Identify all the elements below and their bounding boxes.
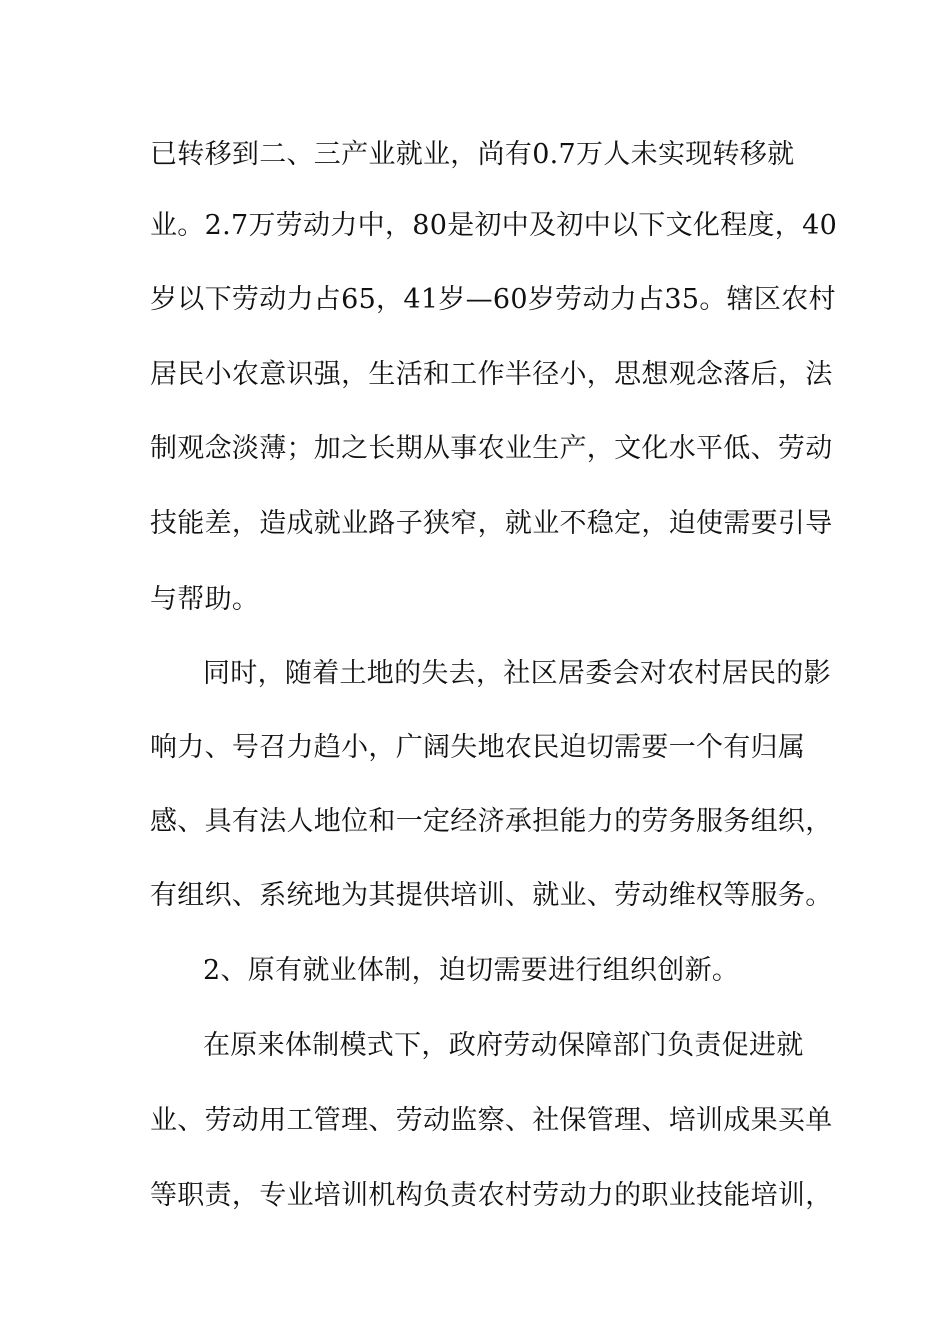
body-text-line: 居民小农意识强，生活和工作半径小，思想观念落后，法 [150, 359, 833, 390]
section-heading: 2、原有就业体制，迫切需要进行组织创新。 [203, 955, 740, 986]
paragraph-first-line: 在原来体制模式下，政府劳动保障部门负责促进就 [203, 1030, 804, 1061]
body-text-line: 技能差，造成就业路子狭窄，就业不稳定，迫使需要引导 [150, 508, 833, 539]
body-text-line: 制观念淡薄；加之长期从事农业生产，文化水平低、劳动 [150, 433, 833, 464]
body-text-line: 等职责，专业培训机构负责农村劳动力的职业技能培训， [150, 1180, 833, 1211]
body-text-line: 响力、号召力趋小，广阔失地农民迫切需要一个有归属 [150, 732, 806, 763]
paragraph-first-line: 同时，随着土地的失去，社区居委会对农村居民的影 [203, 658, 831, 689]
body-text-line: 有组织、系统地为其提供培训、就业、劳动维权等服务。 [150, 880, 833, 911]
body-text-line: 业、劳动用工管理、劳动监察、社保管理、培训成果买单 [150, 1105, 833, 1136]
body-text-line: 已转移到二、三产业就业，尚有0.7万人未实现转移就 [150, 139, 795, 170]
body-text-line: 感、具有法人地位和一定经济承担能力的劳务服务组织， [150, 806, 833, 837]
body-text-line: 业。2.7万劳动力中，80是初中及初中以下文化程度，40 [150, 210, 838, 241]
body-text-line: 岁以下劳动力占65，41岁—60岁劳动力占35。辖区农村 [150, 284, 836, 315]
body-text-line: 与帮助。 [150, 584, 260, 615]
